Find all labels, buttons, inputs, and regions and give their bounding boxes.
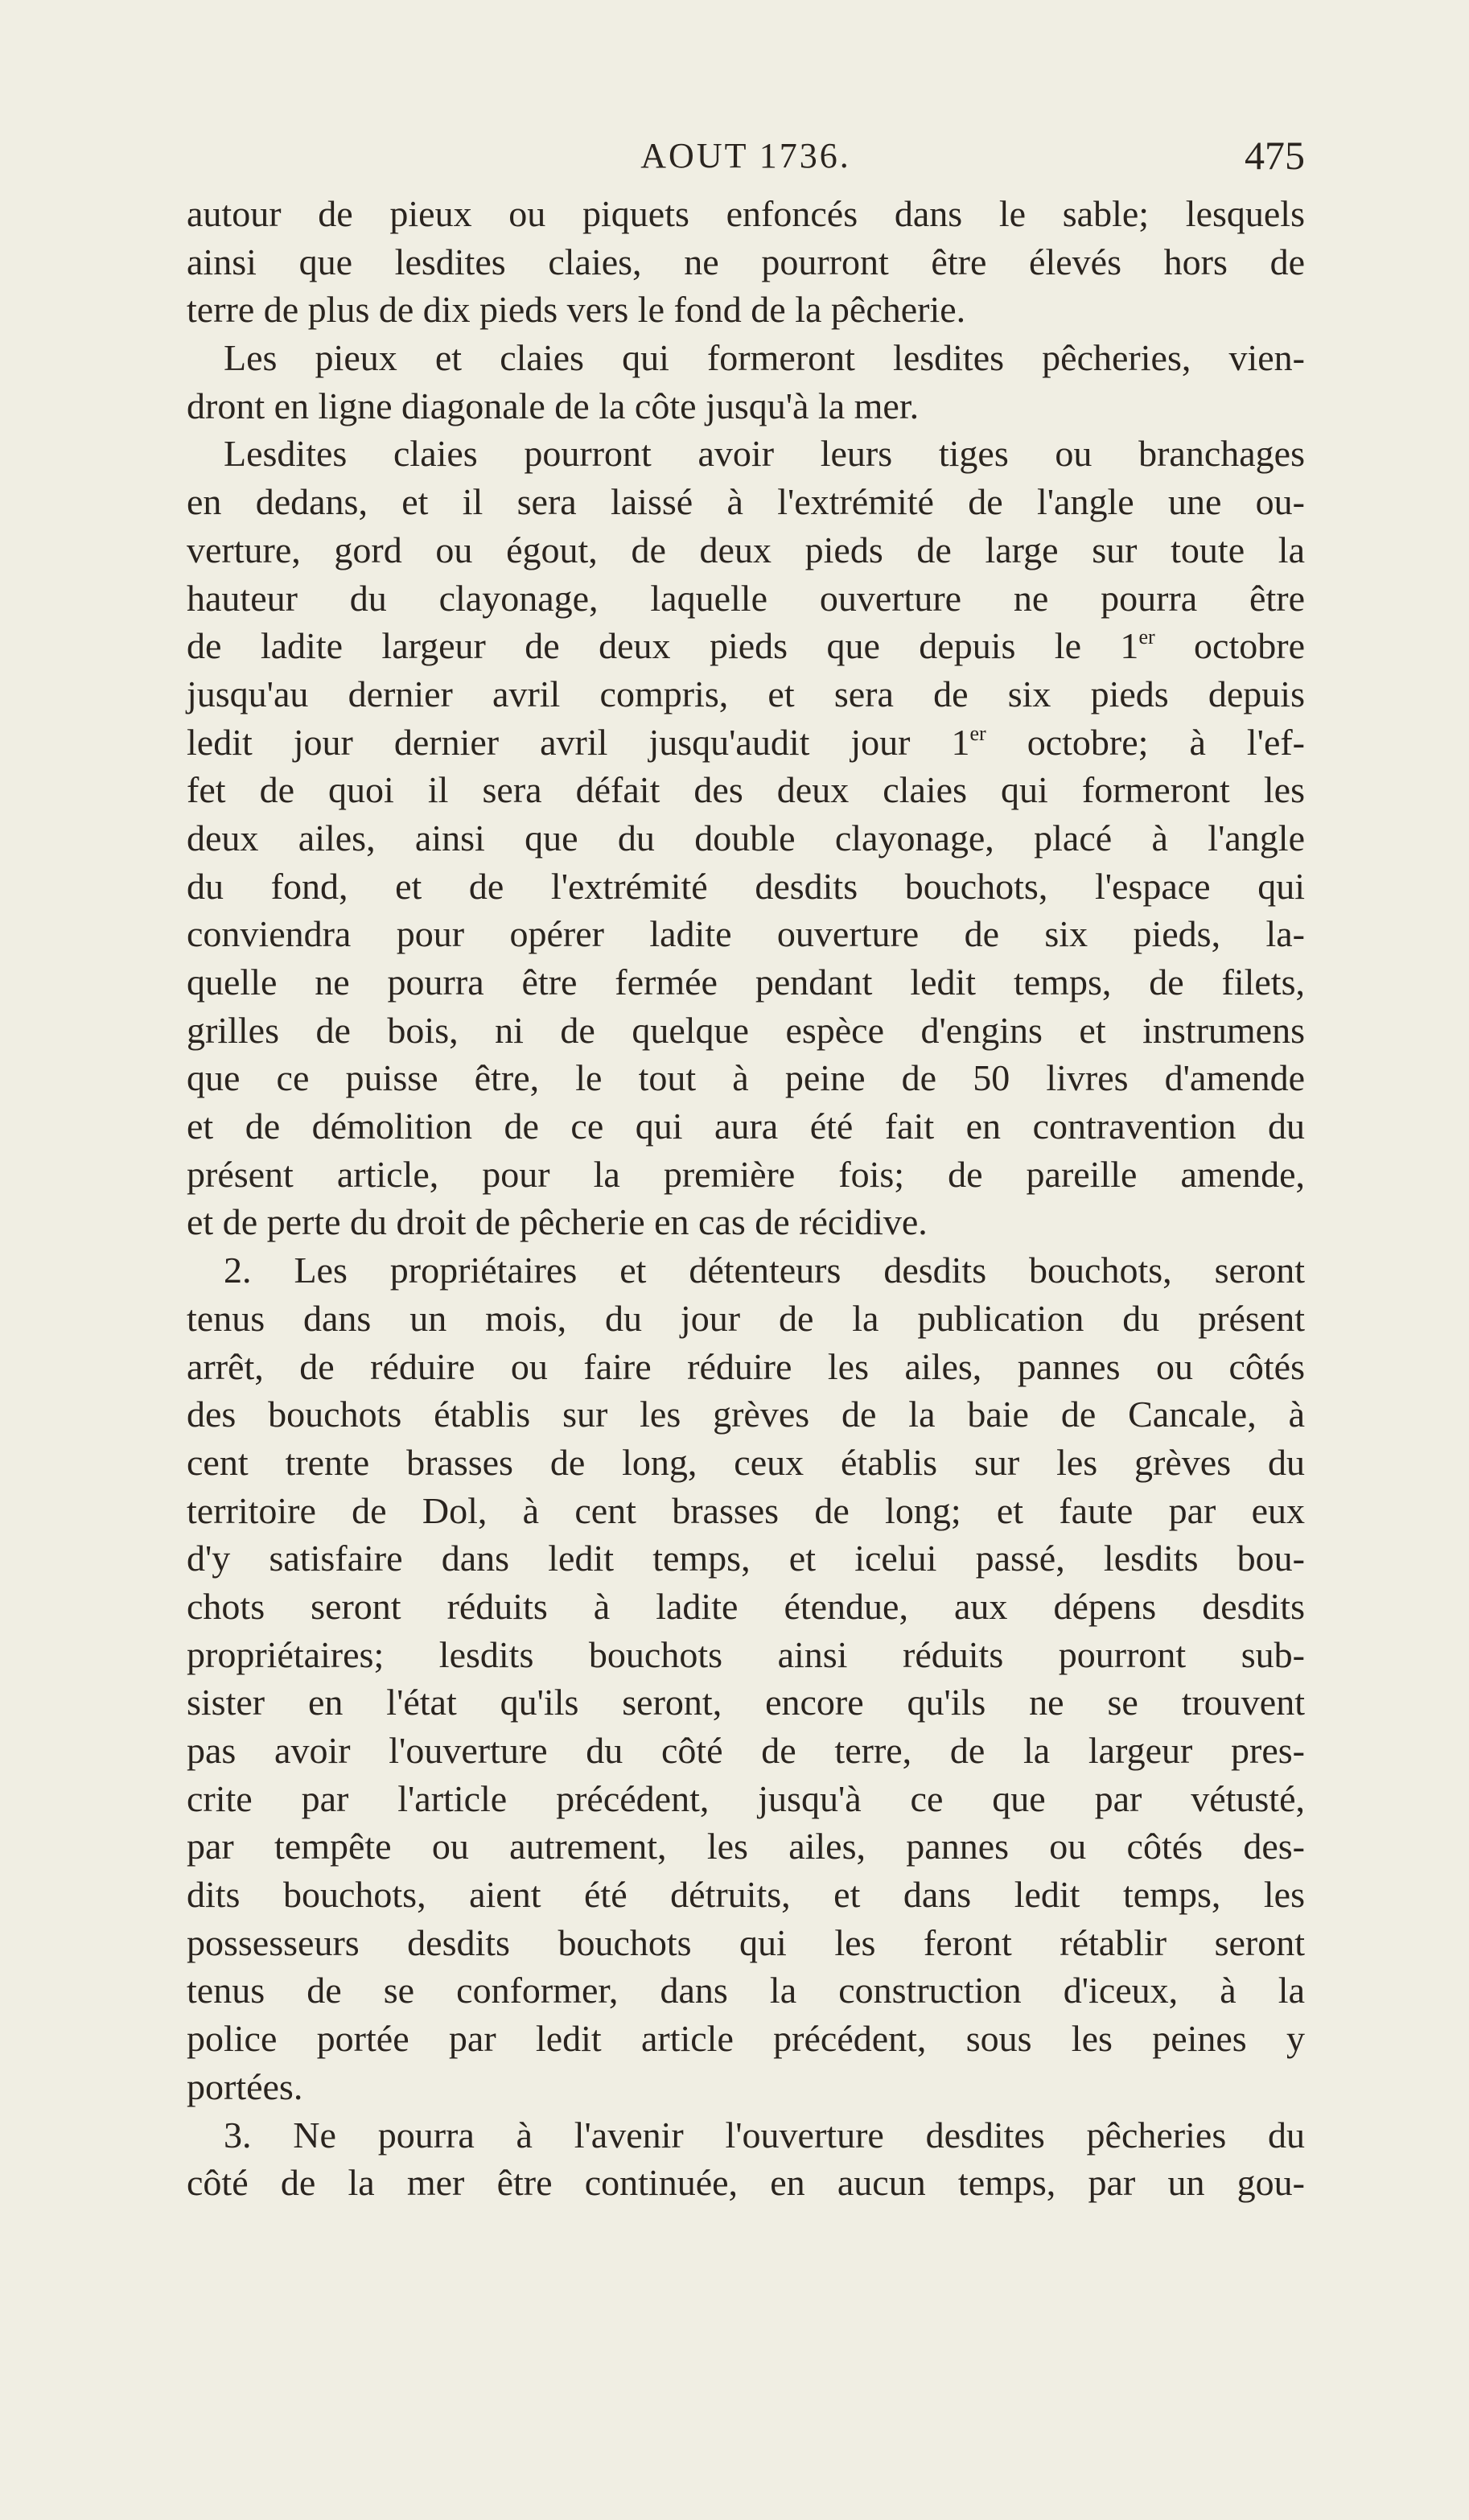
text-line <box>187 1871 1305 1919</box>
line-text-continued: octobre <box>1154 625 1305 667</box>
text-line <box>187 1727 1305 1775</box>
text-line <box>187 478 1305 526</box>
line-text: et de perte du droit de pêcherie en cas de récidive. <box>187 1201 928 1243</box>
line-text: dront en ligne diagonale de la côte jusqu'à la mer. <box>187 385 920 426</box>
text-line <box>187 863 1305 911</box>
text-line <box>187 1054 1305 1102</box>
page-number: 475 <box>1245 133 1305 178</box>
line-text: Lesdites claies pourront avoir leurs tiges ou branchages <box>224 433 1305 475</box>
text-line <box>187 766 1305 814</box>
line-text: ledit jour dernier avril jusqu'audit jour 1 <box>187 721 970 763</box>
text-line <box>187 622 1305 670</box>
line-text: autour de pieux ou piquets enfoncés dans le sable; lesquels <box>187 193 1305 234</box>
text-line <box>187 430 1305 478</box>
text-line <box>187 1151 1305 1199</box>
text-line <box>187 1198 1305 1246</box>
line-text: chots seront réduits à ladite étendue, aux dépens desdits <box>187 1585 1305 1627</box>
line-text: sister en l'état qu'ils seront, encore qu'ils ne se trouvent <box>187 1682 1305 1723</box>
line-text: dits bouchots, aient été détruits, et dans ledit temps, les <box>187 1874 1305 1916</box>
line-text: Les pieux et claies qui formeront lesdites pêcheries, vien- <box>224 337 1305 379</box>
line-text: côté de la mer être continuée, en aucun temps, par un gou- <box>187 2162 1305 2204</box>
line-text: territoire de Dol, à cent brasses de long; et faute par eux <box>187 1489 1305 1531</box>
text-line <box>187 190 1305 238</box>
line-text: pas avoir l'ouverture du côté de terre, de la largeur pres- <box>187 1730 1305 1771</box>
line-text: 2. Les propriétaires et détenteurs desdits bouchots, seront <box>224 1250 1305 1291</box>
line-text: conviendra pour opérer ladite ouverture de six pieds, la- <box>187 913 1305 955</box>
text-line <box>187 1822 1305 1871</box>
text-line <box>187 238 1305 286</box>
superscript: er <box>969 721 986 745</box>
line-text: arrêt, de réduire ou faire réduire les ailes, pannes ou côtés <box>187 1345 1305 1387</box>
line-text: portées. <box>187 2065 303 2107</box>
text-line <box>187 1007 1305 1055</box>
line-text: tenus de se conformer, dans la construction d'iceux, à la <box>187 1970 1305 2011</box>
text-line <box>187 334 1305 382</box>
text-line <box>187 910 1305 958</box>
text-line <box>187 2015 1305 2063</box>
line-text: fet de quoi il sera défait des deux claies qui formeront les <box>187 769 1305 811</box>
text-line <box>187 2111 1305 2160</box>
line-text: jusqu'au dernier avril compris, et sera de six pieds depuis <box>187 673 1305 714</box>
line-text: possesseurs desdits bouchots qui les feront rétablir seront <box>187 1921 1305 1963</box>
body-text <box>187 190 1305 2207</box>
line-text: verture, gord ou égout, de deux pieds de large sur toute la <box>187 529 1305 570</box>
text-line <box>187 958 1305 1007</box>
text-line <box>187 1775 1305 1823</box>
text-line <box>187 814 1305 863</box>
superscript: er <box>1138 625 1155 649</box>
line-text: ainsi que lesdites claies, ne pourront être élevés hors de <box>187 241 1305 282</box>
text-line <box>187 382 1305 430</box>
line-text: propriétaires; lesdits bouchots ainsi réduits pourront sub- <box>187 1633 1305 1675</box>
text-line <box>187 1919 1305 1967</box>
line-text: de ladite largeur de deux pieds que depuis le 1 <box>187 625 1139 667</box>
line-text: par tempête ou autrement, les ailes, pannes ou côtés des- <box>187 1826 1305 1867</box>
line-text: terre de plus de dix pieds vers le fond de la pêcherie. <box>187 289 966 331</box>
text-line <box>187 1534 1305 1583</box>
line-text: et de démolition de ce qui aura été fait en contravention du <box>187 1106 1305 1147</box>
line-text: cent trente brasses de long, ceux établis sur les grèves du <box>187 1441 1305 1483</box>
line-text: quelle ne pourra être fermée pendant ledit temps, de filets, <box>187 961 1305 1003</box>
text-line <box>187 2159 1305 2207</box>
text-line <box>187 286 1305 334</box>
line-text: d'y satisfaire dans ledit temps, et icelui passé, lesdits bou- <box>187 1538 1305 1579</box>
text-line <box>187 1487 1305 1535</box>
text-line <box>187 1966 1305 2015</box>
text-line <box>187 574 1305 623</box>
page-header <box>187 135 1305 183</box>
text-line <box>187 1583 1305 1631</box>
text-line <box>187 670 1305 719</box>
text-line <box>187 1390 1305 1439</box>
line-text: crite par l'article précédent, jusqu'à ce que par vétusté, <box>187 1777 1305 1819</box>
text-line <box>187 526 1305 574</box>
line-text: grilles de bois, ni de quelque espèce d'engins et instrumens <box>187 1009 1305 1051</box>
text-line <box>187 1343 1305 1391</box>
line-text: police portée par ledit article précédent, sous les peines y <box>187 2018 1305 2060</box>
line-text: tenus dans un mois, du jour de la publication du présent <box>187 1297 1305 1339</box>
line-text: du fond, et de l'extrémité desdits bouchots, l'espace qui <box>187 865 1305 907</box>
text-line <box>187 719 1305 767</box>
text-line <box>187 1439 1305 1487</box>
text-line <box>187 1295 1305 1343</box>
line-text: deux ailes, ainsi que du double clayonage, placé à l'angle <box>187 817 1305 859</box>
text-line <box>187 1678 1305 1727</box>
running-title: AOUT 1736. <box>640 136 851 175</box>
text-line <box>187 1102 1305 1151</box>
line-text: hauteur du clayonage, laquelle ouverture ne pourra être <box>187 577 1305 619</box>
line-text: 3. Ne pourra à l'avenir l'ouverture desdites pêcheries du <box>224 2114 1305 2156</box>
line-text: en dedans, et il sera laissé à l'extrémité de l'angle une ou- <box>187 481 1305 523</box>
line-text: que ce puisse être, le tout à peine de 50 livres d'amende <box>187 1057 1305 1099</box>
text-line <box>187 2063 1305 2111</box>
line-text: des bouchots établis sur les grèves de la baie de Cancale, à <box>187 1394 1305 1435</box>
text-line <box>187 1631 1305 1679</box>
line-text: présent article, pour la première fois; de pareille amende, <box>187 1153 1305 1195</box>
line-text-continued: octobre; à l'ef- <box>986 721 1305 763</box>
text-line <box>187 1246 1305 1295</box>
